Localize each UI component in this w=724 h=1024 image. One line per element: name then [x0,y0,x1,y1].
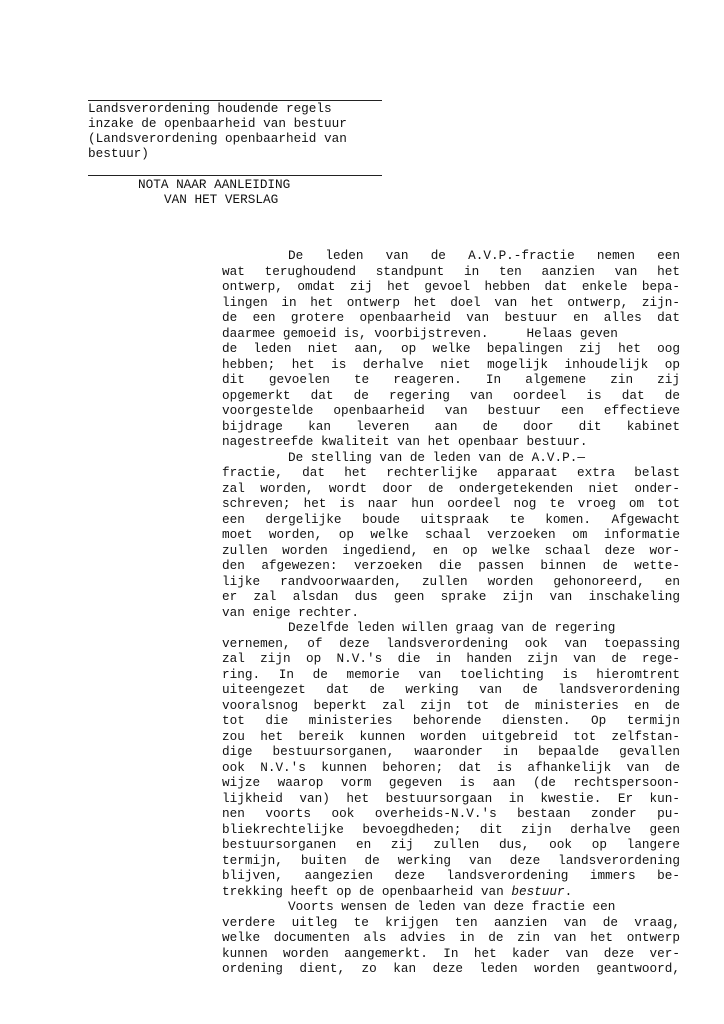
body-line: den afgewezen: verzoeken die passen binnen de wette- [222,558,680,573]
body-line: welke documenten als advies in de zin van het ontwerp [222,930,680,945]
body-line: bliekrechtelijke bevoegdheden; dit zijn derhalve geen [222,821,680,837]
heading-line: VAN HET VERSLAG [164,192,279,207]
heading-line: NOTA NAAR AANLEIDING [138,177,291,192]
body-line: ring. In de memorie van toelichting is hieromtrent [222,666,680,682]
sentence-end: . [564,883,573,899]
body-line-final [222,884,680,900]
body-line: Voorts wensen de leden van deze fractie een [288,899,616,914]
body-line: schreven; het is naar hun oordeel nog te vroeg om tot [222,496,680,511]
document-title [88,101,388,161]
body-line: een dergelijke boude uitspraak te komen. Afgewacht [222,511,680,527]
body-line: uiteengezet dat de werking van de landsverordening [222,682,680,697]
title-line: bestuur) [88,146,149,161]
body-line: lijkheid van) het bestuursorgaan in kwestie. Er kun- [222,790,680,806]
body-line: nen voorts ook overheids-N.V.'s bestaan zonder pu- [222,806,680,821]
body-line: moet worden, op welke schaal verzoeken om informatie [222,527,680,542]
body-line-text: trekking heeft op de openbaarheid van [222,883,504,899]
body-line: De leden van de A.V.P.-fractie nemen een [288,248,680,263]
title-line: inzake de openbaarheid van bestuur [88,116,347,131]
body-line: wat terughoudend standpunt in ten aanzien van het [222,263,680,279]
body-line: ook N.V.'s kunnen behoren; dat is afhankelijk van de [222,759,680,775]
body-line: vooralsnog beperkt zal zijn tot de ministeries en de [222,697,680,713]
body-line: daarmee gemoeid is, voorbijstreven. Helaas geven [222,325,618,341]
body-line: lijke randvoorwaarden, zullen worden gehonoreerd, en [222,573,680,589]
title-line: Landsverordening houdende regels [88,101,332,116]
body-line: nagestreefde kwaliteit van het openbaar bestuur. [222,434,588,449]
body-line: zal zijn op N.V.'s die in handen zijn van de rege- [222,651,680,666]
body-line: opgemerkt dat de regering van oordeel is dat de [222,387,680,403]
body-line: bestuursorganen en zij zullen dus, ook op langere [222,837,680,852]
body-line: de een grotere openbaarheid van bestuur en alles dat [222,310,680,325]
title-rule [88,175,382,176]
body-line: termijn, buiten de werking van deze landsverordening [222,852,680,868]
body-line: zal worden, wordt door de ondergetekenden niet onder- [222,480,680,496]
body-line: bijdrage kan leveren aan de door dit kabinet [222,418,680,434]
body-line: de leden niet aan, op welke bepalingen zij het oog [222,341,680,356]
body-line: Dezelfde leden willen graag van de regering [288,620,616,635]
body-line: er zal alsdan dus geen sprake zijn van inschakeling [222,589,680,604]
body-line: zou het bereik kunnen worden uitgebreid tot zelfstan- [222,728,680,744]
body-line: dige bestuursorganen, waaronder in bepaalde gevallen [222,744,680,759]
body-line: De stelling van de leden van de A.V.P.— [288,449,585,465]
body-line: zullen worden ingediend, en op welke schaal deze wor- [222,542,680,558]
body-line: hebben; het is derhalve niet mogelijk inhoudelijk op [222,356,680,372]
body-line: tot die ministeries behorende diensten. Op termijn [222,713,680,728]
emphasized-word: bestuur [511,883,565,899]
body-line: vernemen, of deze landsverordening ook van toepassing [222,635,680,651]
body-line: ontwerp, omdat zij het gevoel hebben dat enkele bepa- [222,279,680,294]
body-line: ordening dient, zo kan deze leden worden geantwoord, [222,961,680,976]
body-line: fractie, dat het rechterlijke apparaat extra belast [222,465,680,480]
body-line: van enige rechter. [222,604,360,620]
body-line: lingen in het ontwerp het doel van het ontwerp, zijn- [222,294,680,310]
body-text [222,248,680,977]
body-line: voorgestelde openbaarheid van bestuur een effectieve [222,403,680,418]
body-line: verdere uitleg te krijgen ten aanzien van de vraag, [222,914,680,930]
section-heading [138,177,388,207]
title-line: (Landsverordening openbaarheid van [88,131,347,146]
body-line: kunnen worden aangemerkt. In het kader van deze ver- [222,945,680,961]
body-line: wijze waarop vorm gegeven is aan (de rechtspersoon- [222,775,680,790]
body-line: dit gevoelen te reageren. In algemene zin zij [222,372,680,387]
body-line: blijven, aangezien deze landsverordening immers be- [222,868,680,883]
